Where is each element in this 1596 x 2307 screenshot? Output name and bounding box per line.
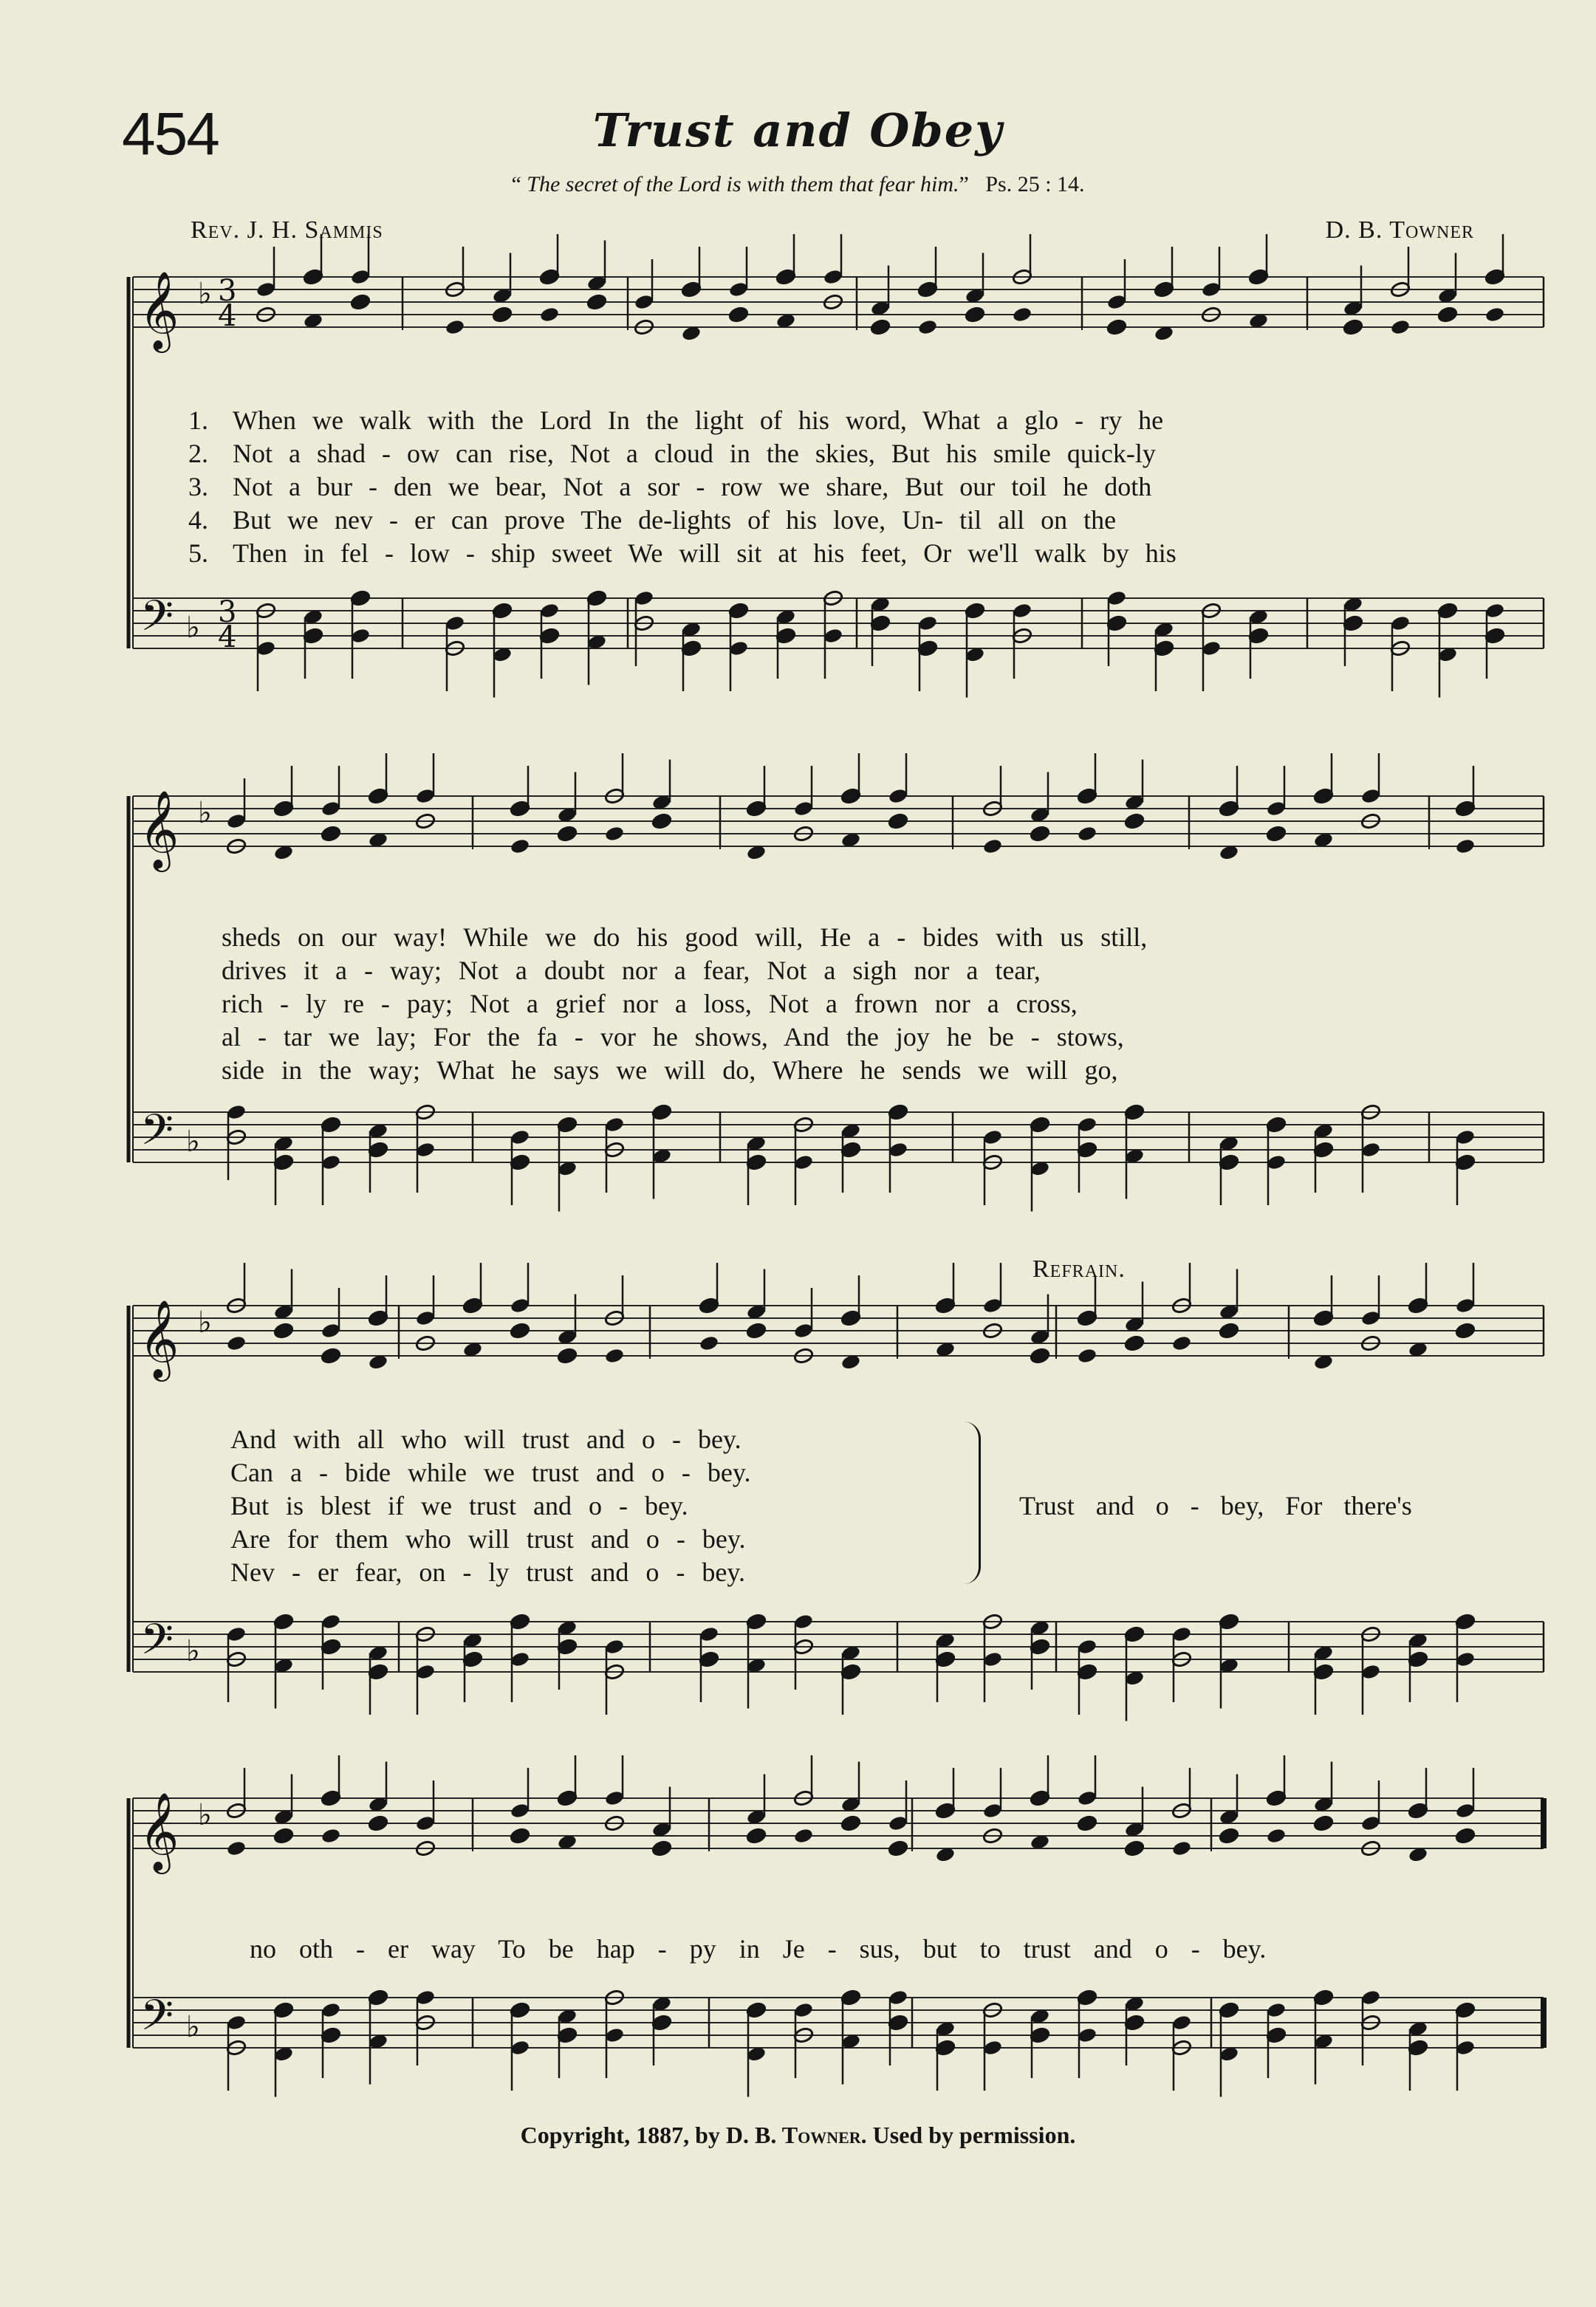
note-head	[982, 837, 1003, 854]
lyric-text: side in the way; What he says we will do, Where he sends we will go,	[222, 1055, 1118, 1085]
note-head	[586, 293, 607, 310]
treble-clef-icon: 𝄞	[139, 270, 179, 349]
note-head	[728, 306, 749, 323]
note-head	[321, 825, 341, 842]
time-signature-bottom: 4	[218, 620, 237, 654]
note-head	[1171, 1840, 1192, 1857]
note-head	[746, 1827, 767, 1844]
note-head	[1266, 825, 1287, 842]
copyright-prefix: Copyright, 1887, by	[520, 2122, 720, 2148]
verse-number: 4.	[188, 505, 208, 535]
note-head	[604, 825, 625, 842]
note-head	[604, 1347, 625, 1364]
verse-number: 5.	[188, 538, 208, 568]
lyric-line	[0, 504, 1596, 537]
lyric-text: drives it a - way; Not a doubt nor a fear, Not a sigh nor a tear,	[222, 956, 1041, 985]
lyric-line	[0, 1055, 1596, 1087]
verse-number: 1.	[188, 405, 208, 435]
note-head	[557, 1347, 578, 1364]
time-signature-top: 3	[218, 274, 237, 308]
flat-icon: ♭	[186, 611, 200, 645]
note-head	[510, 837, 530, 854]
lyric-text: Nev - er fear, on - ly trust and o - bey.	[230, 1557, 746, 1587]
flat-icon: ♭	[198, 1306, 212, 1340]
lyric-line	[0, 538, 1596, 570]
author: Rev. J. H. Sammis	[191, 216, 383, 244]
lyric-text: When we walk with the Lord In the light of his word, What a glo - ry he	[233, 405, 1164, 435]
lyric-line	[0, 1933, 1596, 1966]
note-head	[840, 1814, 861, 1831]
refrain-lyric-text: Trust and o - bey, For there's	[1019, 1491, 1412, 1521]
epigraph-quote: The secret of the Lord is with them that fear him.	[527, 172, 959, 196]
note-head	[1219, 1827, 1239, 1844]
lyric-line	[0, 1523, 1596, 1556]
hymn-title: Trust and Obey	[592, 103, 1004, 157]
flat-icon: ♭	[186, 1634, 200, 1668]
note-head	[699, 1334, 719, 1351]
refrain-label: Refrain.	[1032, 1255, 1126, 1283]
note-head	[965, 306, 985, 323]
note-head	[350, 293, 371, 310]
lyric-text: Can a - bide while we trust and o - bey.	[230, 1458, 751, 1487]
note-head	[870, 318, 891, 335]
treble-clef-icon: 𝄞	[139, 1299, 179, 1378]
note-head	[1455, 1827, 1476, 1844]
lyric-text: rich - ly re - pay; Not a grief nor a loss, Not a frown nor a cross,	[222, 989, 1078, 1018]
note-head	[492, 306, 513, 323]
note-head	[1106, 318, 1127, 335]
note-head	[368, 1814, 388, 1831]
note-head	[1343, 318, 1363, 335]
note-head	[445, 318, 465, 335]
bass-clef-icon: 𝄢	[140, 1990, 174, 2051]
epigraph: “ The secret of the Lord is with them that fear him.” Ps. 25 : 14.	[511, 172, 1085, 196]
note-head	[321, 1347, 341, 1364]
note-head	[1171, 1334, 1192, 1351]
copyright-suffix: Used by permission.	[872, 2122, 1076, 2148]
lyric-text: Not a bur - den we bear, Not a sor - row we share, But our toil he doth	[233, 472, 1152, 501]
composer: D. B. Towner	[1325, 216, 1474, 244]
note-head	[1124, 1840, 1145, 1857]
note-head	[1030, 1347, 1050, 1364]
verse-number: 2.	[188, 439, 208, 468]
note-head	[1266, 1827, 1287, 1844]
lyric-text: Not a shad - ow can rise, Not a cloud in the skies, But his smile quick-ly	[233, 439, 1156, 468]
lyric-text: Are for them who will trust and o - bey.	[230, 1524, 746, 1554]
note-head	[557, 825, 578, 842]
lyric-text: But is blest if we trust and o - bey.	[230, 1491, 688, 1521]
time-signature-top: 3	[218, 595, 237, 629]
lyric-text: al - tar we lay; For the fa - vor he shows, And the joy he be - stows,	[222, 1022, 1124, 1052]
note-head	[1455, 1322, 1476, 1339]
note-head	[510, 1322, 530, 1339]
note-head	[1077, 1814, 1097, 1831]
note-head	[539, 306, 560, 323]
note-head	[1437, 306, 1458, 323]
note-head	[1012, 306, 1032, 323]
bass-clef-icon: 𝄢	[140, 1105, 174, 1165]
lyric-text: But we nev - er can prove The de-lights of his love, Un- til all on the	[233, 505, 1117, 535]
note-head	[1484, 306, 1505, 323]
lyric-line	[0, 955, 1596, 987]
note-head	[793, 1827, 814, 1844]
note-head	[746, 1322, 767, 1339]
lyric-line	[0, 988, 1596, 1021]
epigraph-reference: Ps. 25 : 14.	[985, 172, 1085, 196]
note-head	[273, 1322, 294, 1339]
note-head	[1390, 318, 1411, 335]
note-head	[917, 318, 938, 335]
lyric-line	[0, 438, 1596, 470]
lyric-line	[0, 1424, 1596, 1456]
copyright-notice	[0, 2122, 1596, 2149]
time-signature-bottom: 4	[218, 299, 237, 333]
flat-icon: ♭	[198, 277, 212, 311]
note-head	[1124, 1334, 1145, 1351]
bass-clef-icon: 𝄢	[140, 1614, 174, 1675]
lyric-text: sheds on our way! While we do his good will, He a - bides with us still,	[222, 922, 1148, 952]
bass-clef-icon: 𝄢	[140, 591, 174, 651]
lyric-line	[0, 1457, 1596, 1490]
note-head	[1030, 825, 1050, 842]
hymn-number: 454	[122, 100, 219, 168]
note-head	[888, 812, 908, 829]
note-head	[1313, 1814, 1334, 1831]
note-head	[226, 1840, 247, 1857]
copyright-holder: D. B. Towner.	[725, 2122, 867, 2148]
note-head	[321, 1827, 341, 1844]
note-head	[1455, 837, 1476, 854]
lyric-line	[0, 1021, 1596, 1054]
lyric-text: no oth - er way To be hap - py in Je - sus, but to trust and o - bey.	[250, 1934, 1267, 1964]
note-head	[1077, 1347, 1097, 1364]
flat-icon: ♭	[198, 1798, 212, 1832]
treble-clef-icon: 𝄞	[139, 789, 179, 868]
note-head	[888, 1840, 908, 1857]
note-head	[651, 812, 672, 829]
note-head	[510, 1827, 530, 1844]
lyric-line	[0, 922, 1596, 954]
lyric-line	[0, 405, 1596, 437]
flat-icon: ♭	[186, 2010, 200, 2044]
lyric-text: Then in fel - low - ship sweet We will sit at his feet, Or we'll walk by his	[233, 538, 1177, 568]
lyric-text: And with all who will trust and o - bey.	[230, 1425, 742, 1454]
flat-icon: ♭	[198, 796, 212, 830]
refrain-lyric-line	[0, 1490, 1596, 1523]
note-head	[226, 1334, 247, 1351]
note-head	[651, 1840, 672, 1857]
lyric-line	[0, 471, 1596, 504]
flat-icon: ♭	[186, 1125, 200, 1159]
note-head	[1077, 825, 1097, 842]
note-head	[1124, 812, 1145, 829]
note-head	[273, 1827, 294, 1844]
lyric-line	[0, 1557, 1596, 1589]
verse-number: 3.	[188, 472, 208, 501]
note-head	[1219, 1322, 1239, 1339]
treble-clef-icon: 𝄞	[139, 1792, 179, 1871]
